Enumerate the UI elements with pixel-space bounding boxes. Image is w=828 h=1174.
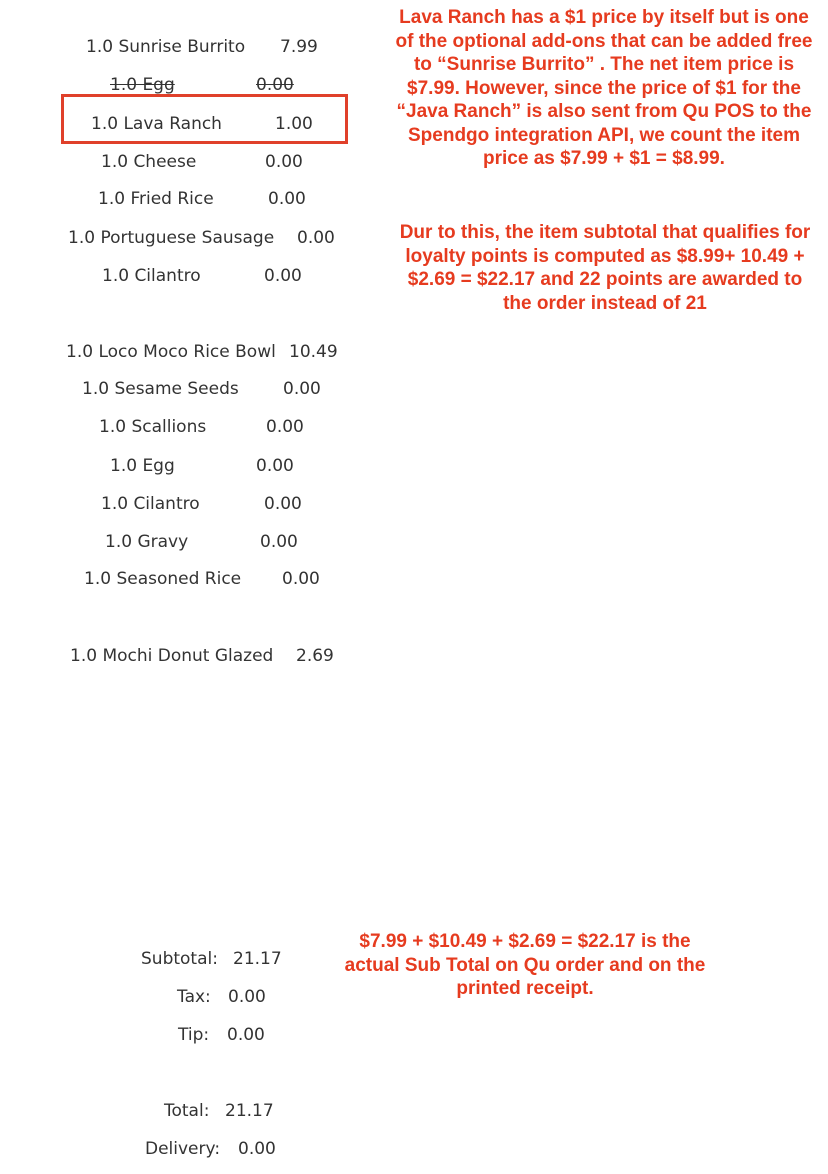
delivery-label: Delivery: (145, 1139, 221, 1159)
item-price: 0.00 (264, 494, 302, 514)
tax-label: Tax: (177, 987, 211, 1007)
item-price: 0.00 (264, 266, 302, 286)
item-price: 1.00 (275, 114, 313, 134)
item-price: 7.99 (280, 37, 318, 57)
item-price: 0.00 (266, 417, 304, 437)
item-price: 0.00 (265, 152, 303, 172)
item-name: 1.0 Portuguese Sausage (68, 228, 275, 248)
tip-label: Tip: (178, 1025, 210, 1045)
item-price: 2.69 (296, 646, 334, 666)
item-price: 10.49 (289, 342, 338, 362)
total-value: 21.17 (225, 1101, 274, 1121)
item-price: 0.00 (268, 189, 306, 209)
tax-value: 0.00 (228, 987, 266, 1007)
item-name: 1.0 Sesame Seeds (82, 379, 239, 399)
item-name: 1.0 Scallions (99, 417, 207, 437)
loyalty-points-note: Dur to this, the item subtotal that qualifies for loyalty points is computed as $8.99+ 10.49 + $2.69 = $22.17 and 22 points are awarded to the order instead of 21 (399, 222, 811, 314)
item-name: 1.0 Cilantro (101, 494, 200, 514)
total-label: Total: (164, 1101, 210, 1121)
item-price: 0.00 (282, 569, 320, 589)
item-name: 1.0 Loco Moco Rice Bowl (66, 342, 276, 362)
item-price: 0.00 (297, 228, 335, 248)
item-name: 1.0 Lava Ranch (91, 114, 222, 134)
subtotal-label: Subtotal: (141, 949, 218, 969)
subtotal-note: $7.99 + $10.49 + $2.69 = $22.17 is the actual Sub Total on Qu order and on the printed receipt. (344, 931, 706, 999)
item-name: 1.0 Seasoned Rice (84, 569, 242, 589)
item-name: 1.0 Mochi Donut Glazed (70, 646, 274, 666)
tip-value: 0.00 (227, 1025, 265, 1045)
item-name: 1.0 Egg (110, 456, 175, 476)
subtotal-value: 21.17 (233, 949, 282, 969)
item-name: 1.0 Egg (110, 75, 175, 95)
lava-ranch-note: Lava Ranch has a $1 price by itself but is one of the optional add-ons that can be added free to “Sunrise Burrito” . The net item price is $7.99. However, since the price of $1 for the “Java Ranch” is also sent from Qu POS to the Spendgo integration API, we count the item price as $7.99 + $1 = $8.99. (395, 7, 813, 169)
item-name: 1.0 Cilantro (102, 266, 201, 286)
item-name: 1.0 Sunrise Burrito (86, 37, 246, 57)
item-price: 0.00 (256, 456, 294, 476)
item-price: 0.00 (260, 532, 298, 552)
item-name: 1.0 Fried Rice (98, 189, 214, 209)
item-price: 0.00 (256, 75, 294, 95)
item-name: 1.0 Cheese (101, 152, 197, 172)
item-price: 0.00 (283, 379, 321, 399)
delivery-value: 0.00 (238, 1139, 276, 1159)
item-name: 1.0 Gravy (105, 532, 189, 552)
